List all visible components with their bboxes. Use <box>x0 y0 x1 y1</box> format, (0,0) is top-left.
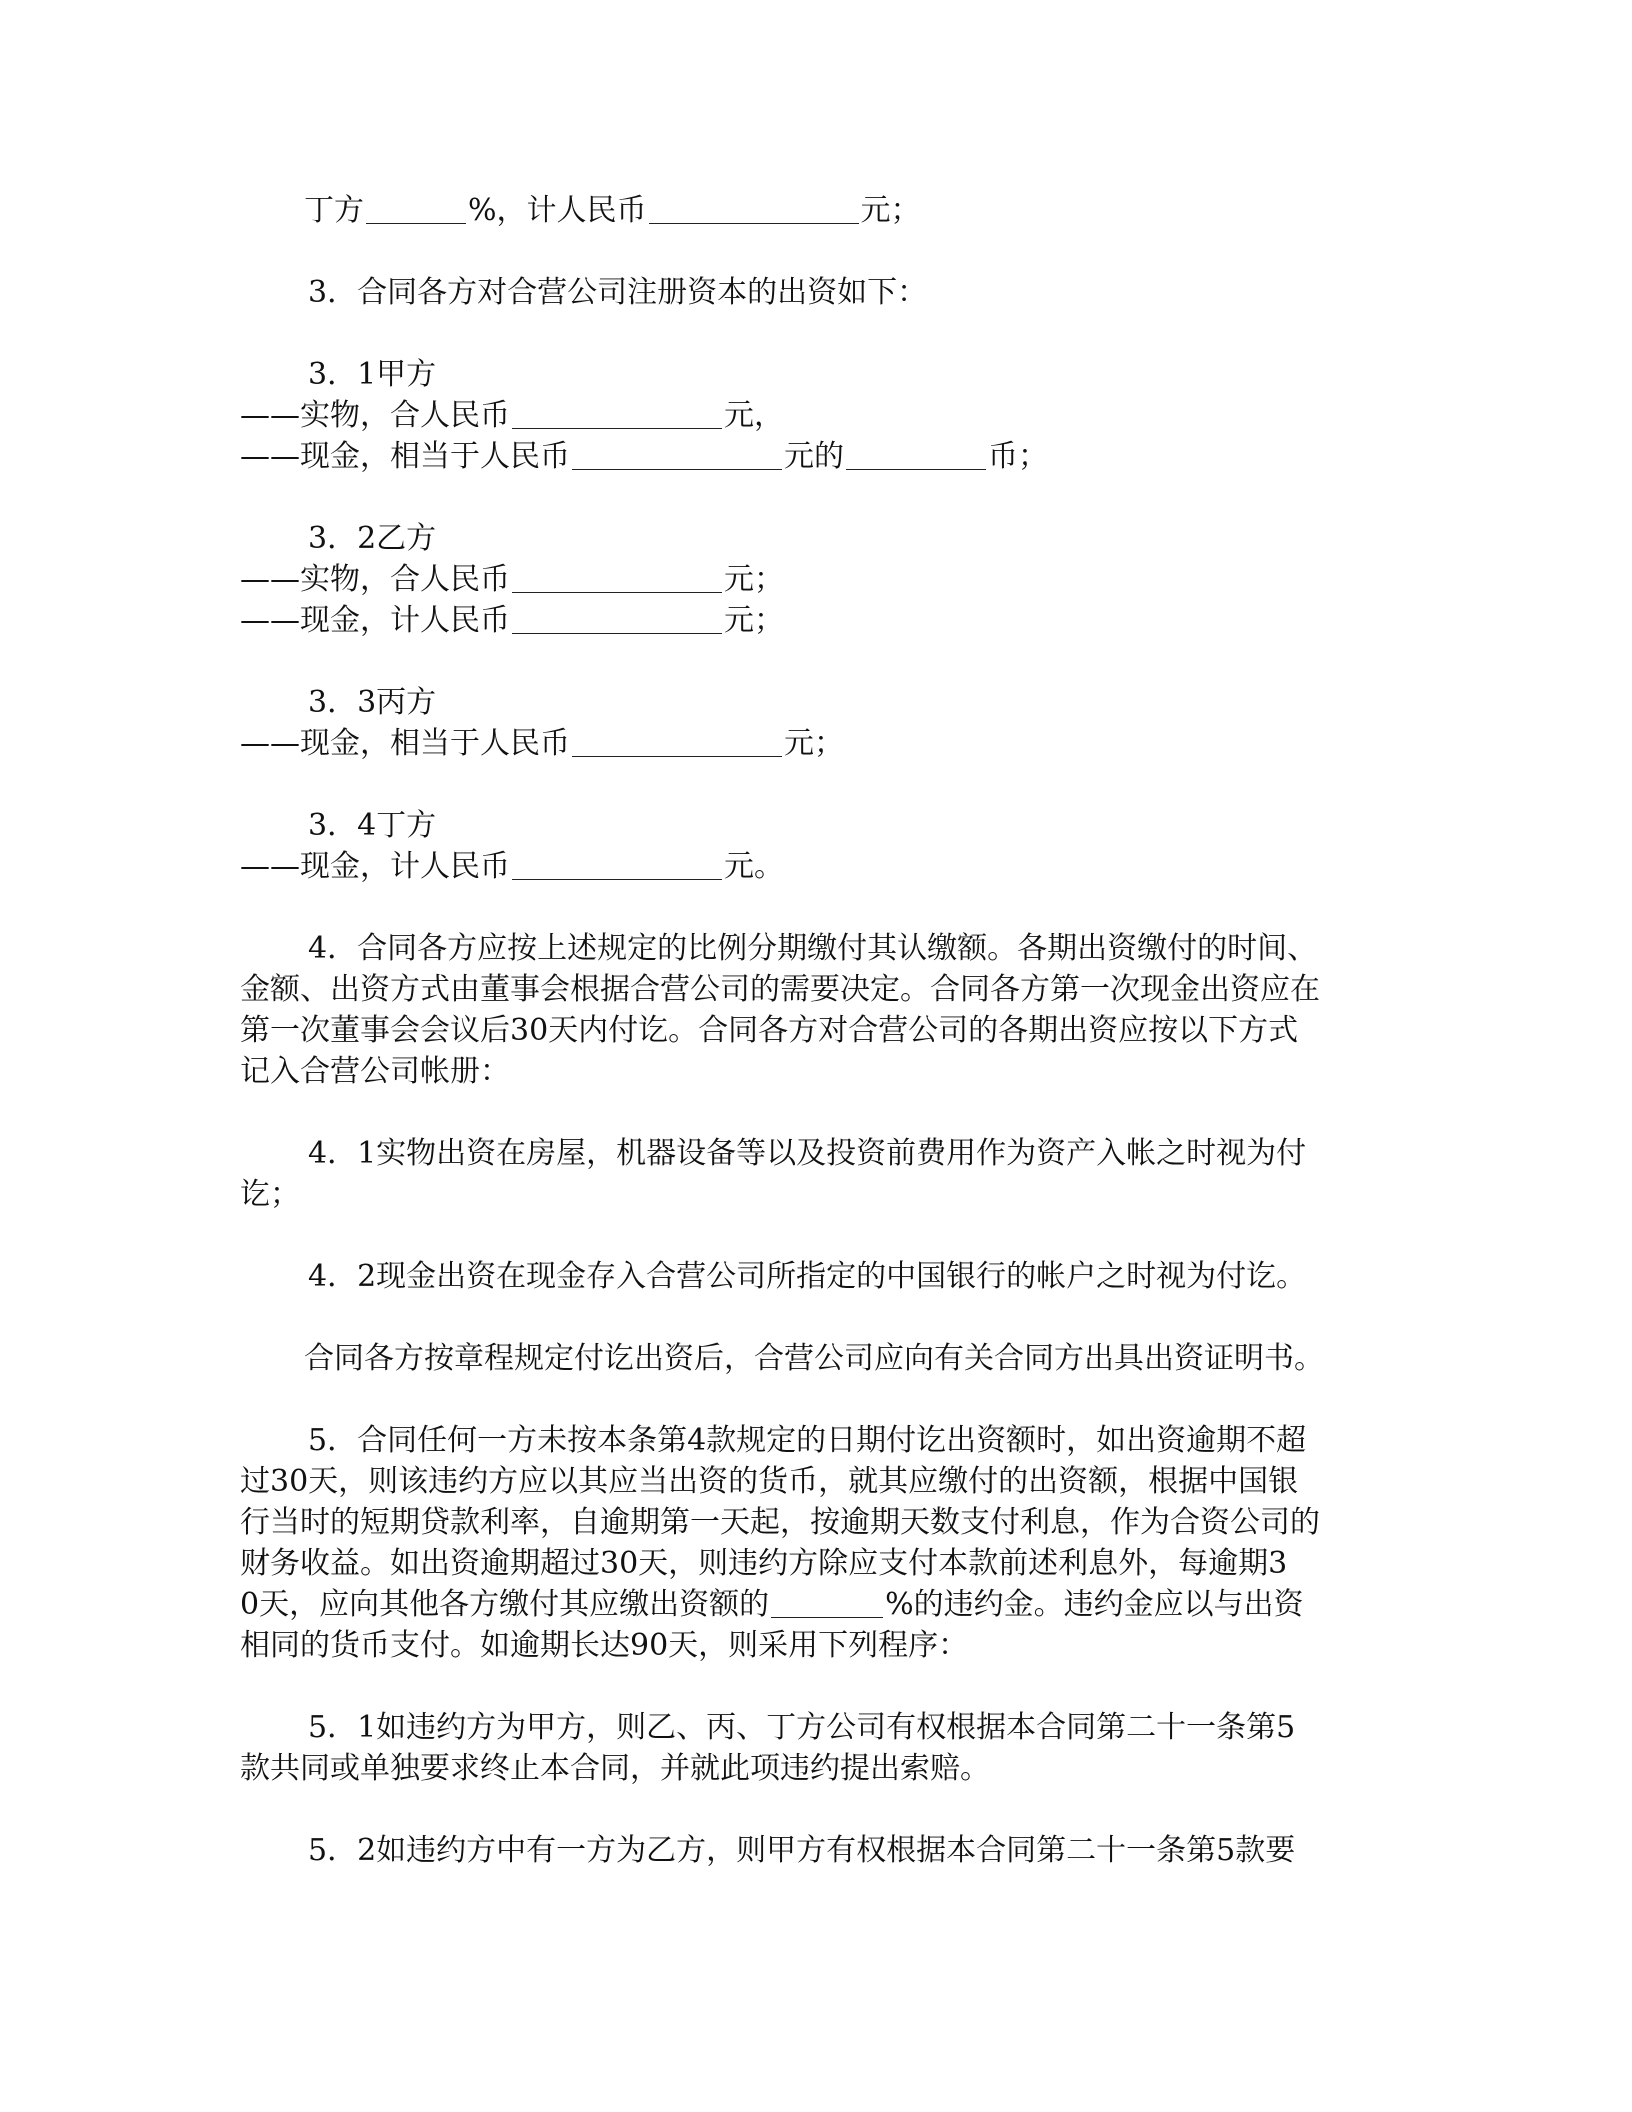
clause-3-1-heading <box>240 354 1390 395</box>
clause-4-1-paragraph <box>240 1133 1390 1215</box>
text: 元； <box>784 726 844 761</box>
text: %的违约金。违约金应以与出资 <box>885 1587 1304 1622</box>
clause-3-1-item-2 <box>240 436 1390 477</box>
text: 元； <box>724 562 784 597</box>
text: ——现金，计人民币 <box>240 849 510 884</box>
clause-3-2-heading <box>240 518 1390 559</box>
text: 相同的货币支付。如逾期长达90天，则采用下列程序： <box>240 1628 969 1663</box>
text: 合同各方按章程规定付讫出资后，合营公司应向有关合同方出具出资证明书。 <box>304 1341 1324 1376</box>
clause-3-4-heading <box>240 805 1390 846</box>
text: 4．2现金出资在现金存入合营公司所指定的中国银行的帐户之时视为付讫。 <box>308 1259 1307 1294</box>
blank-field[interactable] <box>649 193 859 224</box>
text: ——现金，计人民币 <box>240 603 510 638</box>
text: 元的 <box>784 439 844 474</box>
text: 3．2乙方 <box>308 521 437 556</box>
text: 元； <box>860 193 921 228</box>
text: 金额、出资方式由董事会根据合营公司的需要决定。合同各方第一次现金出资应在 <box>240 972 1320 1007</box>
clause-5-paragraph <box>240 1420 1390 1666</box>
text: %，计人民币 <box>468 193 647 228</box>
blank-field[interactable] <box>572 439 782 470</box>
text: 过30天，则该违约方应以其应当出资的货币，就其应缴付的出资额，根据中国银 <box>240 1464 1299 1499</box>
text: 0天，应向其他各方缴付其应缴出资额的 <box>240 1587 770 1622</box>
text: 行当时的短期贷款利率，自逾期第一天起，按逾期天数支付利息，作为合资公司的 <box>240 1505 1320 1540</box>
clause-4-paragraph <box>240 928 1390 1092</box>
blank-field[interactable] <box>512 398 722 429</box>
text: 5．1如违约方为甲方，则乙、丙、丁方公司有权根据本合同第二十一条第5 <box>308 1710 1296 1745</box>
blank-field[interactable] <box>512 603 722 634</box>
text: 4．合同各方应按上述规定的比例分期缴付其认缴额。各期出资缴付的时间、 <box>308 931 1318 966</box>
text: 第一次董事会会议后30天内付讫。合同各方对合营公司的各期出资应按以下方式 <box>240 1013 1299 1048</box>
capital-share-line-ding <box>240 190 1390 231</box>
text: 5．2如违约方中有一方为乙方，则甲方有权根据本合同第二十一条第5款要 <box>308 1833 1296 1868</box>
text: 记入合营公司帐册： <box>240 1054 510 1089</box>
blank-field[interactable] <box>771 1587 883 1618</box>
text: 元， <box>724 398 784 433</box>
text: ——现金，相当于人民币 <box>240 726 570 761</box>
text: 讫； <box>240 1177 300 1212</box>
clause-5-2-paragraph <box>240 1830 1390 1871</box>
clause-3-3-heading <box>240 682 1390 723</box>
blank-field[interactable] <box>512 849 722 880</box>
document-page <box>240 190 1390 1871</box>
clause-5-1-paragraph <box>240 1707 1390 1789</box>
clause-3-heading <box>240 272 1390 313</box>
text: 财务收益。如出资逾期超过30天，则违约方除应支付本款前述利息外，每逾期3 <box>240 1546 1288 1581</box>
capital-certificate-paragraph <box>240 1338 1390 1379</box>
text: 元。 <box>724 849 784 884</box>
blank-field[interactable] <box>846 439 986 470</box>
text: ——实物，合人民币 <box>240 398 510 433</box>
text: 丁方 <box>304 193 364 228</box>
clause-3-2-item-2 <box>240 600 1390 641</box>
text: 元； <box>724 603 784 638</box>
blank-field[interactable] <box>512 562 722 593</box>
text: 3．3丙方 <box>308 685 437 720</box>
blank-field[interactable] <box>572 726 782 757</box>
text: 币； <box>988 439 1048 474</box>
text: 4．1实物出资在房屋，机器设备等以及投资前费用作为资产入帐之时视为付 <box>308 1136 1307 1171</box>
text: 款共同或单独要求终止本合同，并就此项违约提出索赔。 <box>240 1751 990 1786</box>
text: 3．合同各方对合营公司注册资本的出资如下： <box>308 275 928 310</box>
text: ——实物，合人民币 <box>240 562 510 597</box>
text: 3．4丁方 <box>308 808 437 843</box>
text: 3．1甲方 <box>308 357 437 392</box>
clause-3-3-item-1 <box>240 723 1390 764</box>
clause-3-4-item-1 <box>240 846 1390 887</box>
text: ——现金，相当于人民币 <box>240 439 570 474</box>
clause-3-1-item-1 <box>240 395 1390 436</box>
text: 5．合同任何一方未按本条第4款规定的日期付讫出资额时，如出资逾期不超 <box>308 1423 1307 1458</box>
blank-field[interactable] <box>366 193 466 224</box>
clause-3-2-item-1 <box>240 559 1390 600</box>
clause-4-2-paragraph <box>240 1256 1390 1297</box>
